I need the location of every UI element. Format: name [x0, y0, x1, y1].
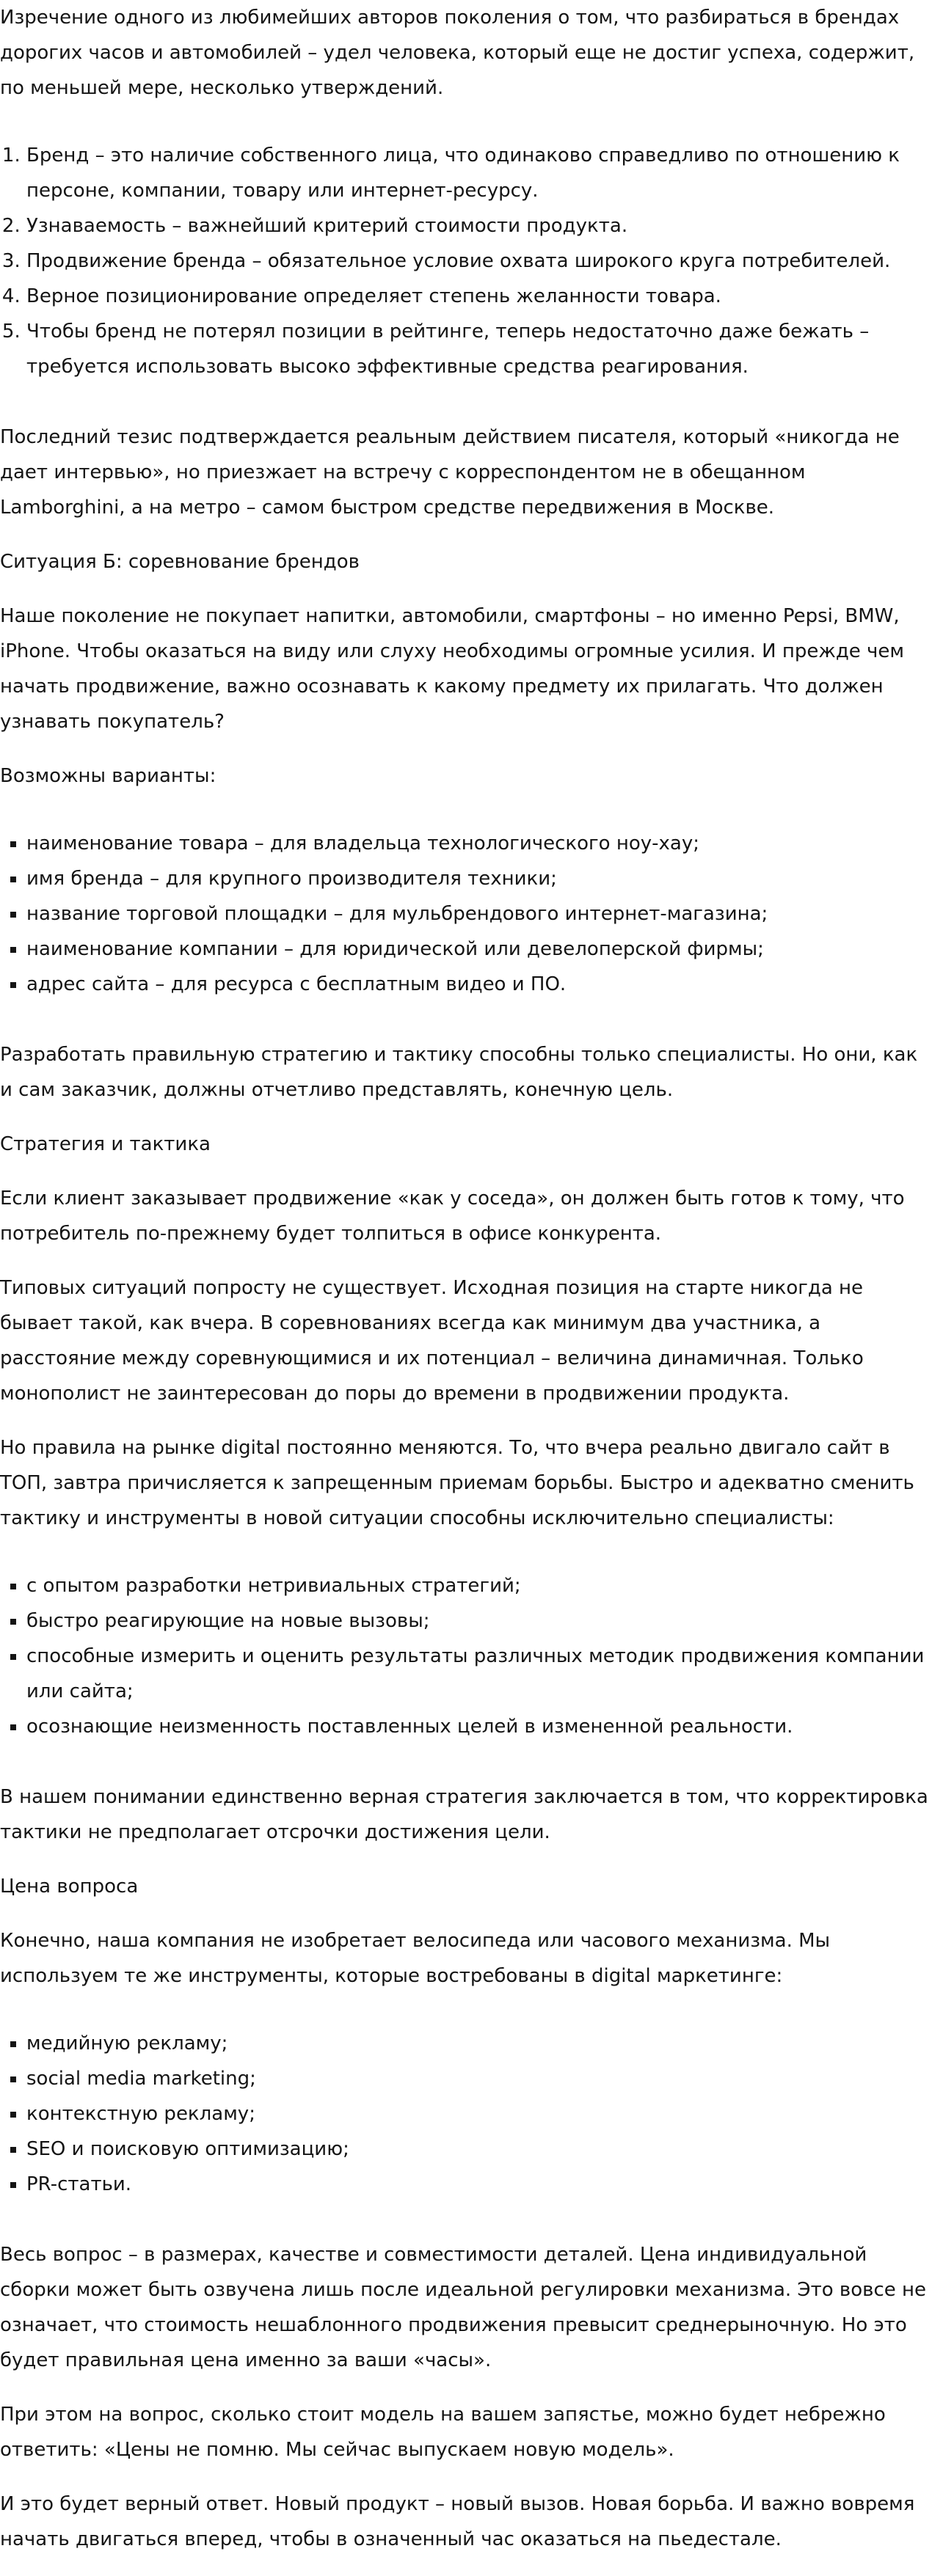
list-item: ▪ PR-статьи. [26, 2167, 932, 2202]
list-item: ▪ адрес сайта – для ресурса с бесплатным видео и ПО. [26, 967, 932, 1002]
list-item: ▪ social media marketing; [26, 2061, 932, 2096]
paragraph: Последний тезис подтверждается реальным действием писателя, который «никогда не дает интервью», но приезжает на встречу с корреспондентом не в обещанном Lamborghini, а на метро – самом быстром средстве передвижения в Москве. [0, 426, 900, 519]
paragraph: Типовых ситуаций попросту не существует. Исходная позиция на старте никогда не бывает такой, как вчера. В соревнованиях всегда как минимум два участника, а расстояние между соревнующимися и их потенциал – величина динамичная. Только монополист не заинтересован до поры до времени в продвижении продукта. [0, 1277, 864, 1405]
bullet-list [0, 1568, 932, 1744]
list-item: 4. Верное позиционирование определяет степень желанности товара. [26, 279, 932, 314]
list-item: ▪ название торговой площадки – для мульбрендового интернет-магазина; [26, 896, 932, 932]
list-item: ▪ осознающие неизменность поставленных целей в измененной реальности. [26, 1709, 932, 1744]
list-item: ▪ наименование компании – для юридической или девелоперской фирмы; [26, 932, 932, 967]
list-item: ▪ быстро реагирующие на новые вызовы; [26, 1603, 932, 1639]
paragraph: Возможны варианты: [0, 765, 216, 787]
paragraph: Но правила на рынке digital постоянно меняются. То, что вчера реально двигало сайт в ТОП, завтра причисляется к запрещенным приемам борьбы. Быстро и адекватно сменить тактику и инструменты в новой ситуации способны исключительно специалисты: [0, 1437, 914, 1529]
section-heading: Ситуация Б: соревнование брендов [0, 551, 360, 573]
list-item: 5. Чтобы бренд не потерял позиции в рейтинге, теперь недостаточно даже бежать – требуется использовать высоко эффективные средства реагирования. [26, 314, 932, 384]
list-item: ▪ SEO и поисковую оптимизацию; [26, 2132, 932, 2167]
bullet-list [0, 2026, 932, 2202]
list-item: 2. Узнаваемость – важнейший критерий стоимости продукта. [26, 208, 932, 244]
paragraph: Разработать правильную стратегию и тактику способны только специалисты. Но они, как и сам заказчик, должны отчетливо представлять, конечную цель. [0, 1044, 918, 1101]
list-item: ▪ с опытом разработки нетривиальных стратегий; [26, 1568, 932, 1603]
paragraph: При этом на вопрос, сколько стоит модель на вашем запястье, можно будет небрежно ответить: «Цены не помню. Мы сейчас выпускаем новую модель». [0, 2404, 886, 2461]
numbered-list [0, 138, 932, 384]
list-item: ▪ медийную рекламу; [26, 2026, 932, 2061]
paragraph: Наше поколение не покупает напитки, автомобили, смартфоны – но именно Pepsi, BMW, iPhone. Чтобы оказаться на виду или слуху необходимы огромные усилия. И прежде чем начать продвижение, важно осознавать к какому предмету их прилагать. Что должен узнавать покупатель? [0, 605, 905, 733]
paragraph: И это будет верный ответ. Новый продукт – новый вызов. Новая борьба. И важно вовремя начать двигаться вперед, чтобы в означенный час оказаться на пьедестале. [0, 2493, 915, 2550]
list-item: 1. Бренд – это наличие собственного лица, что одинаково справедливо по отношению к персоне, компании, товару или интернет-ресурсу. [26, 138, 932, 208]
list-item: ▪ наименование товара – для владельца технологического ноу-хау; [26, 826, 932, 861]
list-item: ▪ способные измерить и оценить результаты различных методик продвижения компании или сайта; [26, 1639, 932, 1709]
section-heading: Стратегия и тактика [0, 1133, 211, 1155]
paragraph: В нашем понимании единственно верная стратегия заключается в том, что корректировка тактики не предполагает отсрочки достижения цели. [0, 1786, 928, 1843]
list-item: ▪ контекстную рекламу; [26, 2096, 932, 2132]
paragraph: Весь вопрос – в размерах, качестве и совместимости деталей. Цена индивидуальной сборки может быть озвучена лишь после идеальной регулировки механизма. Это вовсе не означает, что стоимость нешаблонного продвижения превысит среднерыночную. Но это будет правильная цена именно за ваши «часы». [0, 2244, 927, 2371]
paragraph: Изречение одного из любимейших авторов поколения о том, что разбираться в брендах дорогих часов и автомобилей – удел человека, который еще не достиг успеха, содержит, по меньшей мере, несколько утверждений. [0, 7, 915, 99]
bullet-list [0, 826, 932, 1002]
list-item: ▪ имя бренда – для крупного производителя техники; [26, 861, 932, 896]
paragraph: Конечно, наша компания не изобретает велосипеда или часового механизма. Мы используем те же инструменты, которые востребованы в digital маркетинге: [0, 1930, 831, 1987]
section-heading: Цена вопроса [0, 1876, 139, 1898]
list-item: 3. Продвижение бренда – обязательное условие охвата широкого круга потребителей. [26, 244, 932, 279]
paragraph: Если клиент заказывает продвижение «как у соседа», он должен быть готов к тому, что потребитель по-прежнему будет толпиться в офисе конкурента. [0, 1188, 905, 1245]
